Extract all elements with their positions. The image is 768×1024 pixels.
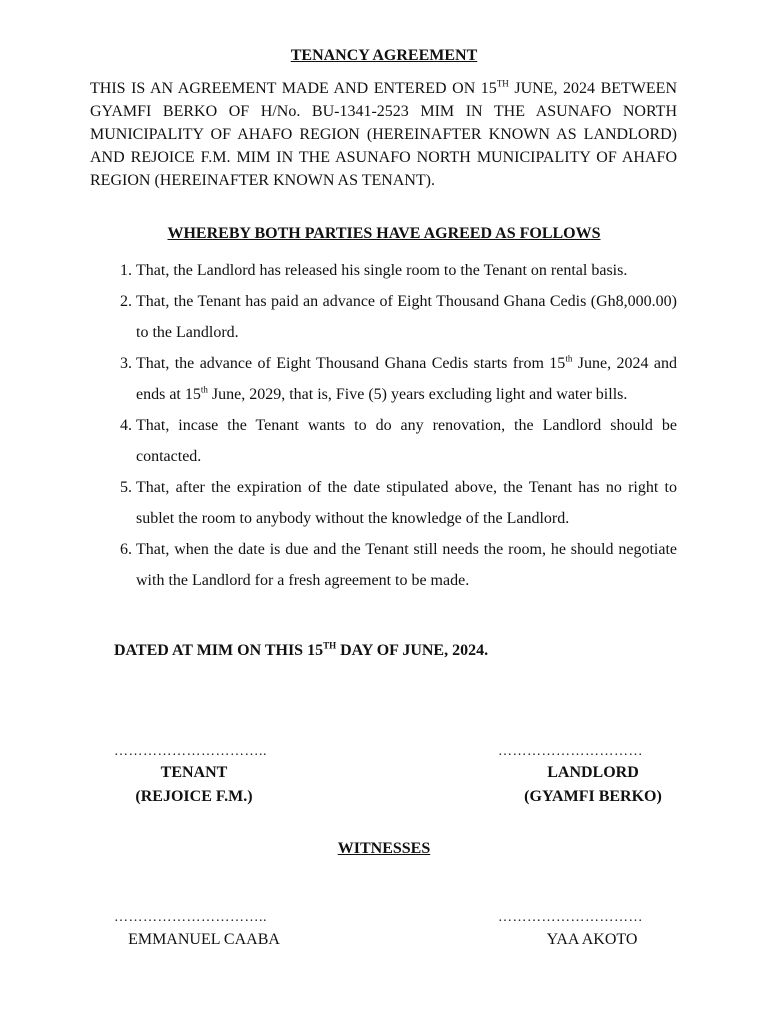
terms-list — [90, 255, 677, 596]
term-item-1 — [136, 255, 677, 286]
dated-superscript: TH — [323, 640, 337, 651]
landlord-signature-line: ………………………… — [498, 744, 643, 759]
intro-superscript: TH — [496, 78, 509, 89]
intro-paragraph — [90, 77, 677, 192]
dated-line — [114, 642, 488, 660]
term-superscript: th — [565, 353, 573, 364]
term-text: That, after the expiration of the date stipulated above, the Tenant has no right to sublet the room to anybody without the knowledge of the Landlord. — [136, 479, 677, 527]
term-item-6 — [136, 534, 677, 596]
term-text: June, 2024 and ends at 15 — [136, 355, 678, 403]
term-item-2 — [136, 286, 677, 348]
term-text: That, when the date is due and the Tenant still needs the room, he should negotiate with the Landlord for a fresh agreement to be made. — [136, 541, 677, 589]
tenant-name: (REJOICE F.M.) — [135, 788, 253, 805]
term-text: That, the advance of Eight Thousand Ghana Cedis starts from 15 — [136, 355, 566, 372]
term-text: That, incase the Tenant wants to do any renovation, the Landlord should be contacted. — [136, 417, 677, 465]
tenant-signature-line: ………………………….. — [114, 744, 267, 759]
landlord-role: LANDLORD — [547, 764, 639, 781]
term-text: That, the Landlord has released his single room to the Tenant on rental basis. — [136, 262, 628, 279]
term-text: That, the Tenant has paid an advance of Eight Thousand Ghana Cedis (Gh8,000.00) to the Landlord. — [136, 293, 677, 341]
term-item-4 — [136, 410, 677, 472]
term-text: June, 2029, that is, Five (5) years excluding light and water bills. — [207, 386, 628, 403]
witness-1-signature-line: ………………………….. — [114, 910, 267, 925]
witnesses-heading: WITNESSES — [337, 840, 431, 857]
term-item-5 — [136, 472, 677, 534]
landlord-name: (GYAMFI BERKO) — [524, 788, 662, 805]
intro-text-1: THIS IS AN AGREEMENT MADE AND ENTERED ON 15 — [90, 80, 497, 97]
intro-text-2: JUNE, 2024 BETWEEN GYAMFI BERKO OF H/No. BU-1341-2523 MIM IN THE ASUNAFO NORTH MUNICIPALITY OF AHAFO REGION (HEREINAFTER KNOWN AS LANDLORD) AND REJOICE F.M. MIM IN THE ASUNAFO NORTH MUNICIPALITY OF AHAFO REGION (HEREINAFTER KNOWN AS TENANT). — [90, 80, 678, 189]
term-item-3 — [136, 348, 677, 410]
term-superscript: th — [200, 384, 208, 395]
terms-heading: WHEREBY BOTH PARTIES HAVE AGREED AS FOLLOWS — [167, 225, 601, 242]
witness-1-name: EMMANUEL CAABA — [128, 931, 280, 948]
dated-text-1: DATED AT MIM ON THIS 15 — [114, 642, 324, 659]
witness-2-name: YAA AKOTO — [546, 931, 638, 948]
tenant-role: TENANT — [160, 764, 228, 781]
witness-2-signature-line: ………………………… — [498, 910, 643, 925]
document-title: TENANCY AGREEMENT — [290, 47, 478, 64]
dated-text-2: DAY OF JUNE, 2024. — [336, 642, 489, 659]
